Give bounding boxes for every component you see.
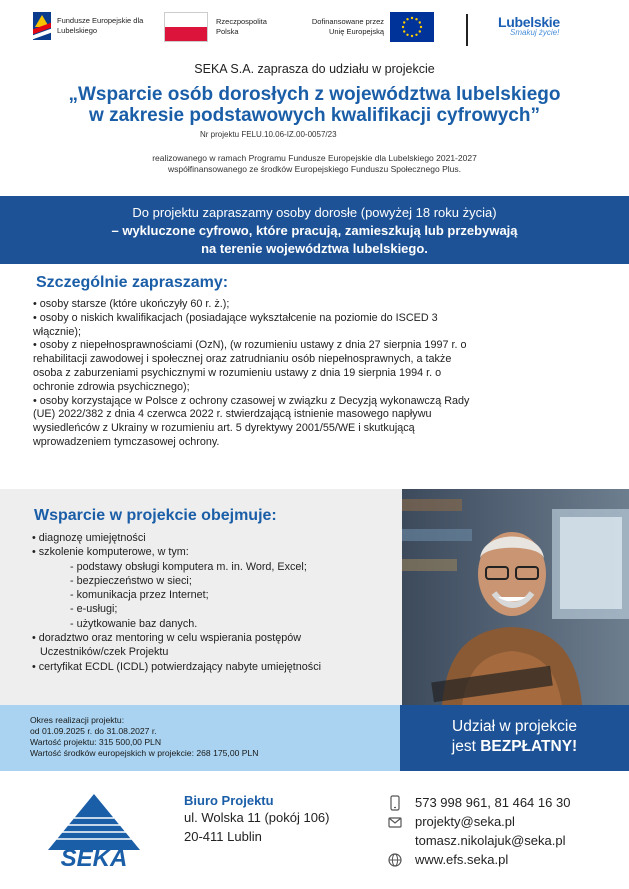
invite-text: SEKA S.A. zaprasza do udziału w projekcie xyxy=(194,62,435,76)
lubelskie-logo-tagline: Smakuj życie! xyxy=(510,28,560,37)
rp-logo-text: Rzeczpospolita Polska xyxy=(216,17,267,36)
lubelskie-logo-word: Lubelskie xyxy=(498,14,560,30)
fe-logo xyxy=(33,12,152,40)
intro-section xyxy=(0,62,629,175)
list-item: ochronie zdrowia psychicznego); xyxy=(33,380,190,393)
lubelskie-logo xyxy=(498,14,560,37)
logo-divider xyxy=(466,14,468,46)
office-address-line1: ul. Wolska 11 (pokój 106) xyxy=(184,810,330,825)
free-line1: Udział w projekcie xyxy=(452,718,577,735)
list-item: • diagnozę umiejętności xyxy=(32,532,146,544)
project-info-box xyxy=(0,705,400,771)
eu-flag-icon xyxy=(390,12,434,42)
seka-logo xyxy=(44,790,144,872)
info-eu-funds-value: Wartość środków europejskich w projekcie: 268 175,00 PLN xyxy=(30,748,259,758)
contact-list xyxy=(388,793,570,869)
contact-email-projects[interactable]: projekty@seka.pl xyxy=(415,814,515,829)
phone-icon xyxy=(388,795,402,811)
support-section xyxy=(0,489,629,705)
globe-icon xyxy=(388,852,402,868)
ue-logo xyxy=(296,12,434,42)
rp-logo xyxy=(164,12,286,42)
list-subitem: - użytkowanie baz danych. xyxy=(70,617,198,630)
fe-emblem-icon xyxy=(33,12,51,40)
list-item: • doradztwo oraz mentoring w celu wspierania postępów xyxy=(32,632,302,645)
project-office xyxy=(184,793,329,846)
project-title-line2: w zakresie podstawowych kwalifikacji cyfrowych” xyxy=(89,105,540,126)
target-group-banner xyxy=(0,196,629,264)
eu-star-icon xyxy=(402,26,404,28)
contact-email-row xyxy=(388,812,570,850)
contact-phone: 573 998 961, 81 464 16 30 xyxy=(415,795,571,810)
support-list xyxy=(32,531,402,674)
contact-website[interactable]: www.efs.seka.pl xyxy=(415,852,509,867)
list-subitem: - e-usługi; xyxy=(70,603,118,616)
eu-star-icon xyxy=(415,34,417,36)
seka-logo-text: SEKA xyxy=(60,845,128,872)
eu-star-icon xyxy=(411,17,413,19)
senior-at-computer-photo xyxy=(402,489,629,705)
eu-star-icon xyxy=(411,35,413,37)
contact-website-row xyxy=(388,850,570,869)
list-item: • osoby korzystające w Polsce z ochrony czasowej w związku z Decyzją wykonawczą Rady xyxy=(33,394,470,407)
free-line2-bold: BEZPŁATNY! xyxy=(480,738,578,755)
funding-note-line1: realizowanego w ramach Programu Fundusze Europejskie dla Lubelskiego 2021-2027 xyxy=(152,153,477,163)
list-item: (UE) 2022/382 z dnia 4 czerwca 2022 r. stwierdzającą istnienie masowego napływu xyxy=(33,408,432,421)
eu-star-icon xyxy=(419,30,421,32)
list-item: • osoby z niepełnosprawnościami (OzN), (w rozumieniu ustawy z dnia 27 sierpnia 1997 r. o xyxy=(33,339,467,352)
funding-note-line2: współfinansowanego ze środków Europejskiego Funduszu Społecznego Plus. xyxy=(168,164,461,174)
contact-phone-row xyxy=(388,793,570,812)
eu-star-icon xyxy=(415,18,417,20)
special-invite-list xyxy=(33,298,593,450)
ue-logo-text: Dofinansowane przez Unię Europejską xyxy=(311,17,384,36)
fe-logo-text: Fundusze Europejskie dla Lubelskiego xyxy=(57,16,144,35)
special-invite-heading: Szczególnie zapraszamy: xyxy=(36,274,229,291)
list-item: • certyfikat ECDL (ICDL) potwierdzający nabyte umiejętności xyxy=(32,660,322,673)
list-item: wprowadzeniem tymczasowej ochrony. xyxy=(33,435,220,448)
eu-star-icon xyxy=(406,18,408,20)
eu-star-icon xyxy=(406,34,408,36)
list-item: • osoby o niskich kwalifikacjach (posiadające wykształcenie na poziomie do ISCED 3 xyxy=(33,311,438,324)
banner-line2: – wykluczone cyfrowo, które pracują, zamieszkują lub przebywają xyxy=(111,223,518,238)
free-line2 xyxy=(400,737,629,757)
eu-star-icon xyxy=(419,21,421,23)
eu-star-icon xyxy=(403,21,405,23)
list-item: • szkolenie komputerowe, w tym: xyxy=(32,546,189,559)
special-invite-section xyxy=(0,274,629,450)
list-subitem: - komunikacja przez Internet; xyxy=(70,589,209,602)
list-subitem: - podstawy obsługi komputera m. in. Word, Excel; xyxy=(70,560,307,573)
free-line2-prefix: jest xyxy=(451,738,481,755)
list-item: włącznie); xyxy=(33,325,82,338)
project-number: Nr projektu FELU.10.06-IZ.00-0057/23 xyxy=(200,130,337,139)
list-item: osoba z zaburzeniami psychicznymi w rozumieniu ustawy z dnia 19 sierpnia 1994 r. o xyxy=(33,366,442,379)
eu-star-icon xyxy=(403,30,405,32)
office-heading: Biuro Projektu xyxy=(184,793,274,808)
list-item-continuation: Uczestników/czek Projektu xyxy=(40,646,169,659)
poland-flag-icon xyxy=(164,12,208,42)
info-period-label: Okres realizacji projektu: xyxy=(30,715,125,725)
project-title xyxy=(0,84,629,126)
project-title-line1: „Wsparcie osób dorosłych z województwa lubelskiego xyxy=(68,84,561,105)
list-item: wysiedleńców z Ukrainy w rozumieniu art. 5 dyrektywy 2001/55/WE i skutkującą xyxy=(33,422,415,435)
office-address-line2: 20-411 Lublin xyxy=(184,829,262,844)
logo-strip xyxy=(0,0,629,58)
list-item: rehabilitacji zawodowej i społecznej oraz zatrudnianiu osób niepełnosprawnych, a także xyxy=(33,353,452,366)
info-period-value: od 01.09.2025 r. do 31.08.2027 r. xyxy=(30,726,157,736)
eu-star-icon xyxy=(420,26,422,28)
banner-line1: Do projektu zapraszamy osoby dorosłe (powyżej 18 roku życia) xyxy=(132,205,497,220)
free-participation-box xyxy=(400,705,629,771)
list-subitem: - bezpieczeństwo w sieci; xyxy=(70,574,192,587)
contact-email-person[interactable]: tomasz.nikolajuk@seka.pl xyxy=(415,833,566,848)
info-project-value: Wartość projektu: 315 500,00 PLN xyxy=(30,737,162,747)
list-item: • osoby starsze (które ukończyły 60 r. ż.); xyxy=(33,298,230,310)
banner-line3: na terenie województwa lubelskiego. xyxy=(201,241,428,256)
email-icon xyxy=(388,814,402,830)
funding-note xyxy=(0,153,629,175)
support-heading: Wsparcie w projekcie obejmuje: xyxy=(34,507,277,524)
contact-emails xyxy=(415,812,565,850)
